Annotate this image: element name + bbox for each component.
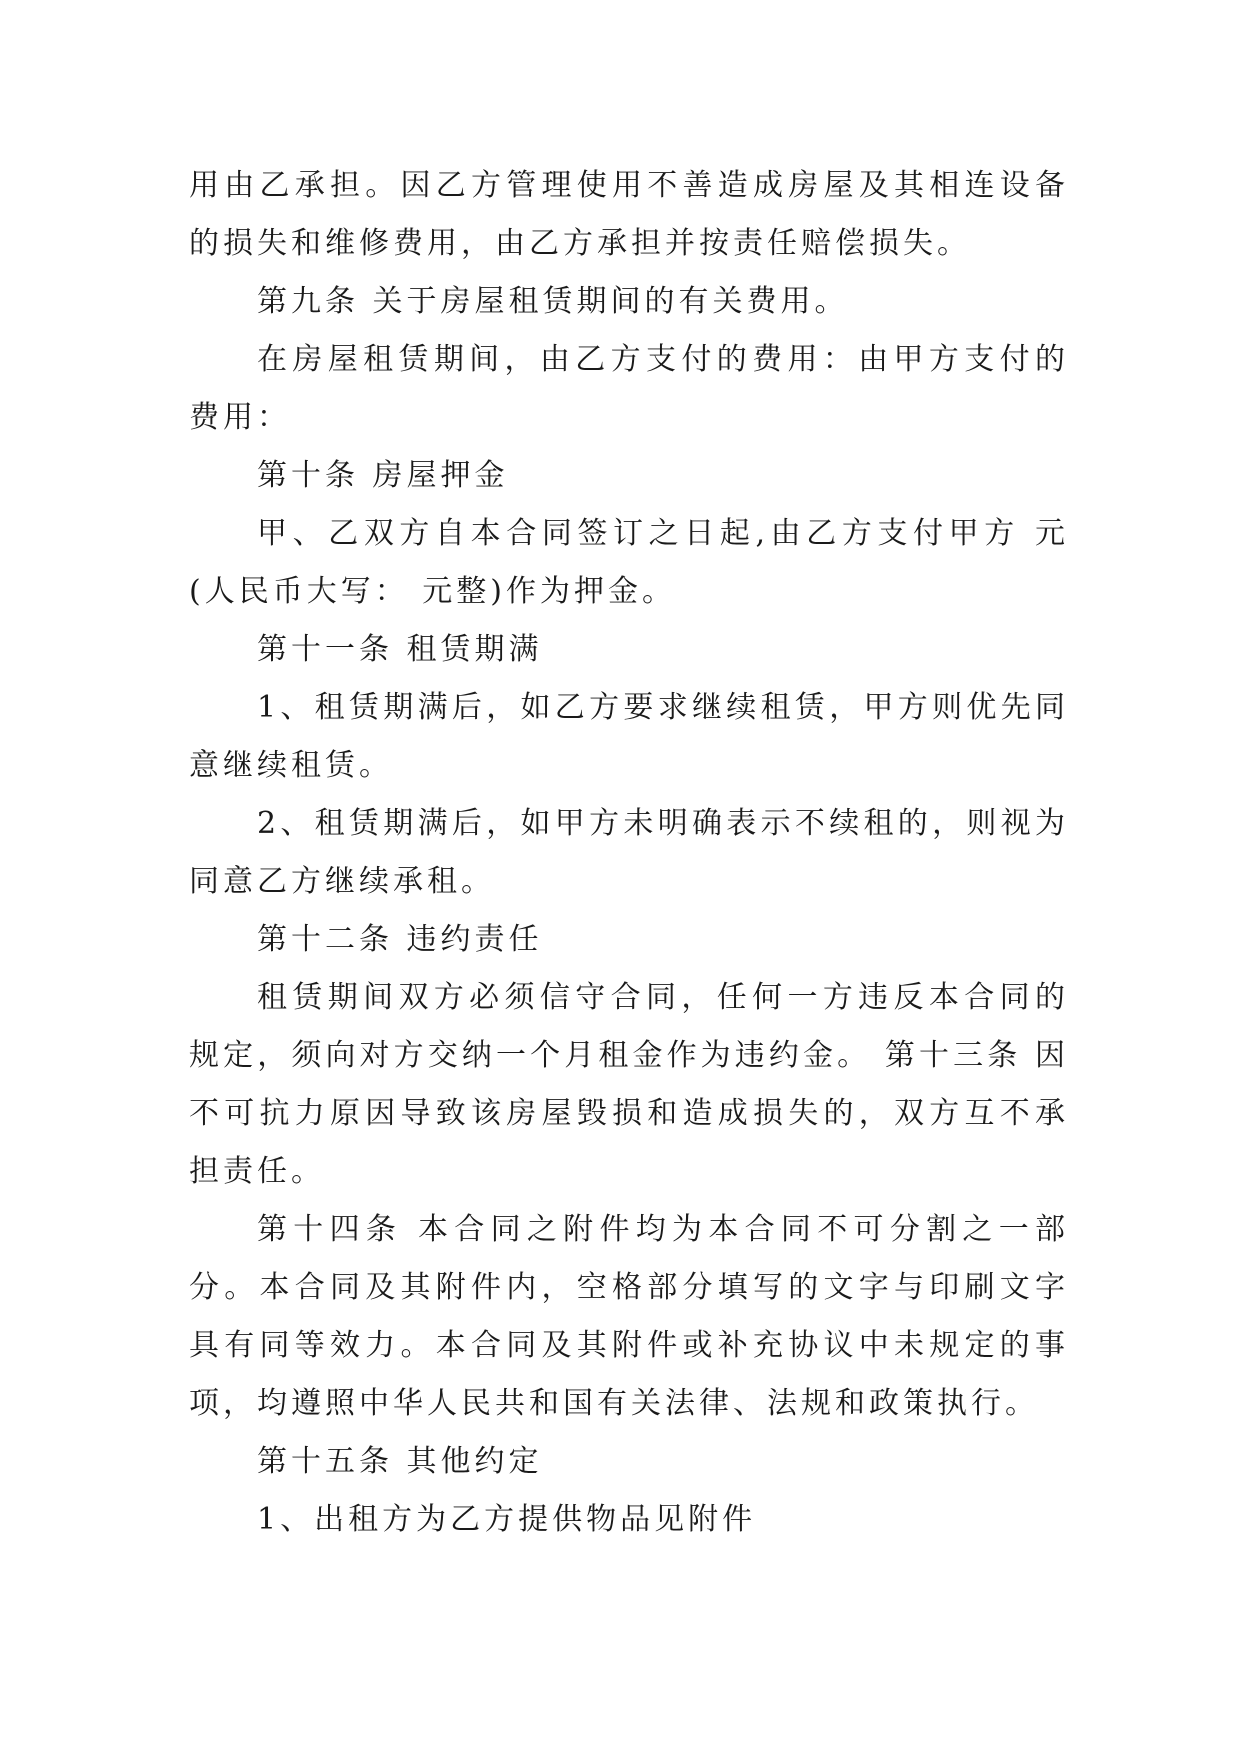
- article-12-heading: 第十二条 违约责任: [257, 922, 543, 957]
- paragraph-article-14: 第十四条 本合同之附件均为本合同不可分割之一部分。本合同及其附件内，空格部分填写的文字与印刷文字具有同等效力。本合同及其附件或补充协议中未规定的事项，均遵照中华人民共和国有关法律、法规和政策执行。: [189, 1212, 1069, 1421]
- paragraph-lease-expiry-2: 2、租赁期满后，如甲方未明确表示不续租的，则视为同意乙方继续承租。: [189, 806, 1069, 899]
- paragraph-damage-liability: 用由乙承担。因乙方管理使用不善造成房屋及其相连设备的损失和维修费用，由乙方承担并按责任赔偿损失。: [189, 168, 1069, 261]
- paragraph-rental-fees: 在房屋租赁期间，由乙方支付的费用：由甲方支付的费用：: [189, 342, 1069, 435]
- article-10-heading: 第十条 房屋押金: [257, 458, 509, 493]
- article-11-heading: 第十一条 租赁期满: [257, 632, 543, 667]
- paragraph-deposit: 甲、乙双方自本合同签订之日起,由乙方支付甲方 元(人民币大写： 元整)作为押金。: [189, 516, 1069, 609]
- paragraph-lease-expiry-1: 1、租赁期满后，如乙方要求继续租赁，甲方则优先同意继续租赁。: [189, 690, 1069, 783]
- paragraph-breach-and-force-majeure: 租赁期间双方必须信守合同，任何一方违反本合同的规定，须向对方交纳一个月租金作为违约金。 第十三条 因不可抗力原因导致该房屋毁损和造成损失的，双方互不承担责任。: [189, 980, 1069, 1189]
- paragraph-other-agreement-1: 1、出租方为乙方提供物品见附件: [257, 1502, 757, 1537]
- article-15-heading: 第十五条 其他约定: [257, 1444, 543, 1479]
- article-9-heading: 第九条 关于房屋租赁期间的有关费用。: [257, 284, 849, 319]
- document-body: [189, 157, 1069, 1549]
